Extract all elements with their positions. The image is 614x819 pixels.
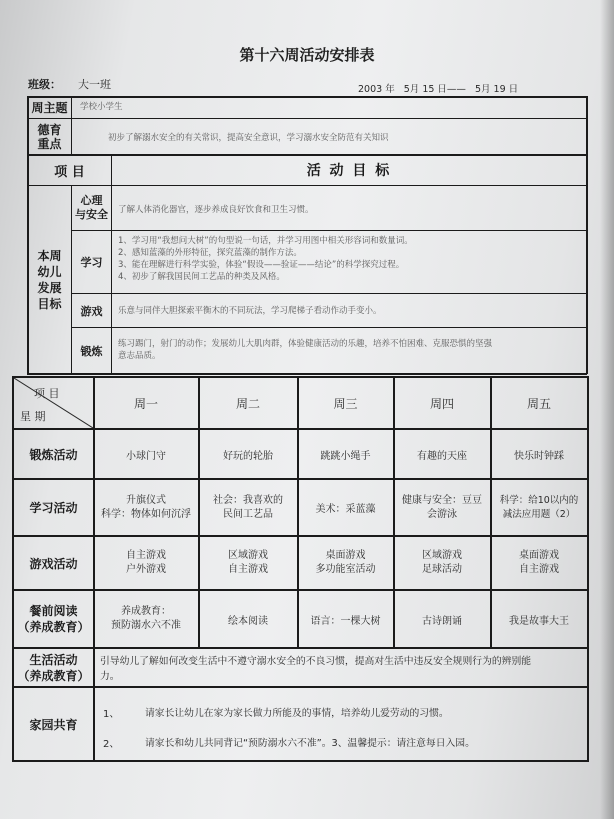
row-label-learning: 学习活动: [29, 501, 78, 515]
goal-label-learning: 学习: [80, 256, 103, 269]
moral-value: 初步了解溺水安全的有关常识，提高安全意识，学习溺水安全防范有关知识: [108, 133, 389, 143]
moral-label-line1: 德育: [37, 122, 62, 137]
day-header-thu: 周四: [429, 396, 454, 411]
cell-line: 减法应用题（2）: [502, 508, 576, 520]
schedule-cell: [199, 480, 297, 535]
row-label-games: 游戏活动: [29, 556, 78, 571]
schedule-cell: 美术：采蓝藻: [315, 504, 376, 515]
schedule-cell: 好玩的轮胎: [223, 450, 273, 462]
cell-line: 社会：我喜欢的: [213, 494, 283, 506]
schedule-cell: 小球门守: [126, 450, 166, 462]
goal-line: 2、感知蓝藻的外形特征，探究蓝藻的制作方法。: [118, 248, 302, 258]
days-header-weekday: 星 期: [20, 410, 46, 423]
goal-line: 练习踢门，射门的动作；发展幼儿大肌肉群，体验健康活动的乐趣，培养不怕困难、克服恐惧的坚强: [118, 339, 493, 349]
schedule-cell: 语言：一棵大树: [310, 615, 381, 627]
cell-line: 户外游戏: [126, 564, 166, 575]
weekly-goal-label: [28, 186, 71, 373]
day-header-fri: 周五: [526, 396, 551, 411]
home-item-text: 请家长让幼儿在家为家长做力所能及的事情，培养幼儿爱劳动的习惯。: [145, 708, 449, 719]
row-label-line: 生活活动: [29, 652, 78, 667]
goal-label-psych: [72, 186, 111, 230]
weekly-label-line: 幼儿: [37, 264, 62, 279]
day-header-tue: 周二: [235, 396, 260, 411]
row-label-line: （养成教育）: [17, 620, 90, 634]
cell-line: 科学：物体如何沉浮: [101, 508, 191, 520]
schedule-cell: 有趣的天座: [417, 450, 467, 462]
life-text-line: 力。: [100, 671, 120, 682]
schedule-cell: [199, 537, 297, 589]
row-label-life: [14, 649, 93, 686]
cell-line: 桌面游戏: [325, 550, 366, 561]
schedule-cell: [94, 480, 198, 535]
theme-value: 学校小学生: [80, 102, 123, 112]
cell-line: 会游泳: [427, 508, 457, 520]
goal-label-game: 游戏: [80, 304, 103, 318]
home-item-number: 2、: [103, 739, 120, 750]
life-activity-text: [100, 654, 586, 684]
cell-line: 自主游戏: [126, 550, 166, 561]
goal-line: 3、能在理解进行科学实验，体验“假设——验证——结论”的科学探究过程。: [118, 260, 405, 270]
cell-line: 桌面游戏: [519, 550, 559, 561]
moral-label: [28, 119, 71, 154]
schedule-cell: 古诗朗诵: [422, 615, 462, 627]
row-label-line: （养成教育）: [17, 668, 90, 683]
goal-text-game: 乐意与同伴大胆探索平衡木的不同玩法，学习爬梯子看动作动手变小。: [118, 306, 382, 316]
schedule-cell: 绘本阅读: [228, 615, 268, 627]
cell-line: 科学：给10以内的: [499, 494, 579, 506]
moral-label-line2: 重点: [37, 136, 62, 151]
class-label: 班级：: [28, 78, 61, 91]
class-value: 大一班: [78, 78, 111, 91]
goal-line: 1、学习用“我想问大树”的句型说一句话，并学习用图中相关形容词和数量词。: [118, 236, 413, 246]
goal-label-exercise: 锻炼: [80, 344, 103, 358]
schedule-cell: [491, 537, 587, 589]
schedule-cell: 我是故事大王: [509, 615, 569, 627]
cell-line: 区域游戏: [228, 550, 268, 561]
weekly-label-line: 本周: [37, 248, 62, 263]
weekly-label-line: 目标: [37, 296, 62, 311]
cell-line: 养成教育：: [121, 606, 171, 617]
row-label-reading: [14, 591, 93, 647]
schedule-cell: [94, 537, 198, 589]
page-edge-shadow: [600, 0, 614, 819]
cell-line: 升旗仪式: [126, 494, 166, 506]
row-label-home: 家园共育: [29, 717, 78, 732]
cell-line: 预防溺水六不准: [111, 620, 181, 631]
cell-line: 足球活动: [422, 564, 462, 575]
goals-item-header: 项 目: [54, 164, 85, 180]
cell-line: 自主游戏: [519, 564, 559, 575]
schedule-cell: 快乐时钟踩: [514, 450, 564, 462]
row-label-exercise: 锻炼活动: [29, 447, 78, 462]
days-header-item: 项 目: [34, 387, 60, 400]
goals-activity-header: 活 动 目 标: [306, 163, 392, 179]
cell-line: 自主游戏: [228, 564, 268, 575]
row-label-line: 餐前阅读: [29, 604, 78, 618]
cell-line: 健康与安全：豆豆: [402, 494, 482, 506]
date-range: 2003 年 5月 15 日—— 5月 19 日: [358, 84, 519, 95]
day-header-wed: 周三: [333, 396, 358, 411]
home-item-number: 1、: [103, 709, 120, 720]
goal-label-line: 心理: [80, 194, 103, 207]
goal-text-psych: 了解人体消化器官，逐步养成良好饮食和卫生习惯。: [118, 205, 314, 215]
goal-line: 意志品质。: [118, 351, 161, 361]
goal-line: 4、初步了解我国民间工艺品的种类及风格。: [118, 272, 285, 282]
weekly-label-line: 发展: [37, 280, 62, 295]
cell-line: 民间工艺品: [223, 508, 273, 520]
schedule-cell: [94, 591, 198, 647]
home-item-text: 请家长和幼儿共同背记“预防溺水六不准”。3、温馨提示：请注意每日入园。: [145, 738, 475, 749]
schedule-cell: [298, 537, 393, 589]
cell-line: 区域游戏: [422, 550, 462, 561]
goal-text-learning: [118, 235, 413, 283]
page-title: 第十六周活动安排表: [239, 46, 375, 64]
goal-text-exercise: [118, 338, 492, 362]
schedule-cell: [394, 480, 490, 535]
day-header-mon: 周一: [133, 396, 158, 411]
goal-label-line: 与安全: [75, 208, 108, 221]
schedule-cell: [394, 537, 490, 589]
life-text-line: 引导幼儿了解如何改变生活中不遵守溺水安全的不良习惯，提高对生活中违反安全规则行为的辨别能: [100, 656, 532, 667]
schedule-cell: [491, 480, 587, 535]
theme-label: 周主题: [31, 101, 68, 115]
cell-line: 多功能室活动: [315, 564, 376, 575]
schedule-cell: 跳跳小绳手: [320, 450, 371, 462]
